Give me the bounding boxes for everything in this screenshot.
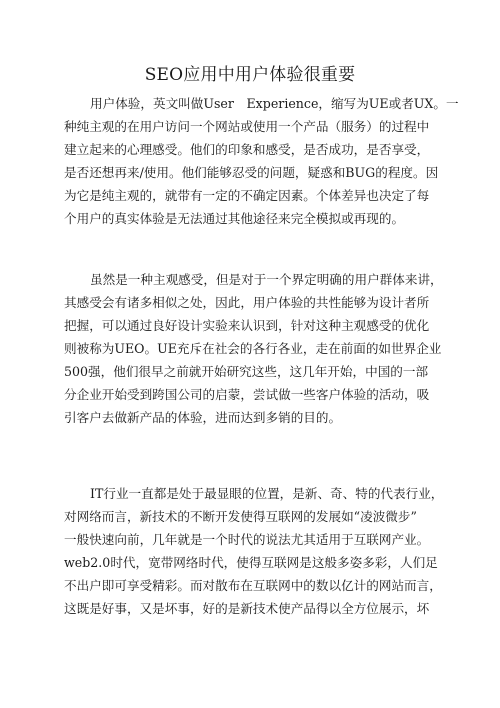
paragraph-line: 其感受会有诸多相似之处，因此，用户体验的共性能够为设计者所 (64, 295, 430, 310)
paragraph-line: 分企业开始受到跨国公司的启蒙，尝试做一些客户体验的活动，吸 (64, 387, 430, 402)
paragraph-line: 500强，他们很早之前就开始研究这些，这几年开始，中国的一部 (64, 364, 429, 379)
paragraph-line: 为它是纯主观的，就带有一定的不确定因素。个体差异也决定了每 (64, 188, 430, 203)
paragraph-line: web2.0时代，宽带网络时代，使得互联网是这般多姿多彩，人们足 (64, 555, 438, 570)
paragraph-line: 这既是好事，又是坏事，好的是新技术使产品得以全方位展示，坏 (64, 601, 430, 616)
paragraph-line: 虽然是一种主观感受，但是对于一个界定明确的用户群体来讲， (90, 272, 443, 287)
paragraph-line: IT行业一直都是处于最显眼的位置，是新、奇、特的代表行业， (90, 486, 444, 501)
paragraph-line: 对网络而言，新技术的不断开发使得互联网的发展如“凌波微步” (64, 509, 417, 524)
paragraph-line: 引客户去做新产品的体验，进而达到多销的目的。 (64, 410, 342, 425)
paragraph-line: 一般快速向前，几年就是一个时代的说法尤其适用于互联网产业。 (64, 532, 430, 547)
paragraph-line: 把握，可以通过良好设计实验来认识到，针对这种主观感受的优化 (64, 318, 430, 333)
paragraph-line: 则被称为UEO。UE充斥在社会的各行各业，走在前面的如世界企业 (64, 341, 442, 356)
paragraph-3 (64, 482, 444, 620)
document-title: SEO应用中用户体验很重要 (144, 65, 356, 85)
paragraph-1 (64, 92, 459, 230)
paragraph-line: 建立起来的心理感受。他们的印象和感受，是否成功，是否享受， (64, 142, 430, 157)
paragraph-line: 不出户即可享受精彩。而对散布在互联网中的数以亿计的网站而言， (64, 578, 442, 593)
paragraph-line: 是否还想再来/使用。他们能够忍受的问题，疑惑和BUG的程度。因 (64, 165, 439, 180)
paragraph-2 (64, 268, 443, 429)
paragraph-line: 用户体验，英文叫做User Experience，缩写为UE或者UX。一 (90, 96, 459, 111)
paragraph-line: 个用户的真实体验是无法通过其他途径来完全模拟或再现的。 (64, 211, 405, 226)
paragraph-line: 种纯主观的在用户访问一个网站或使用一个产品（服务）的过程中 (64, 119, 430, 134)
